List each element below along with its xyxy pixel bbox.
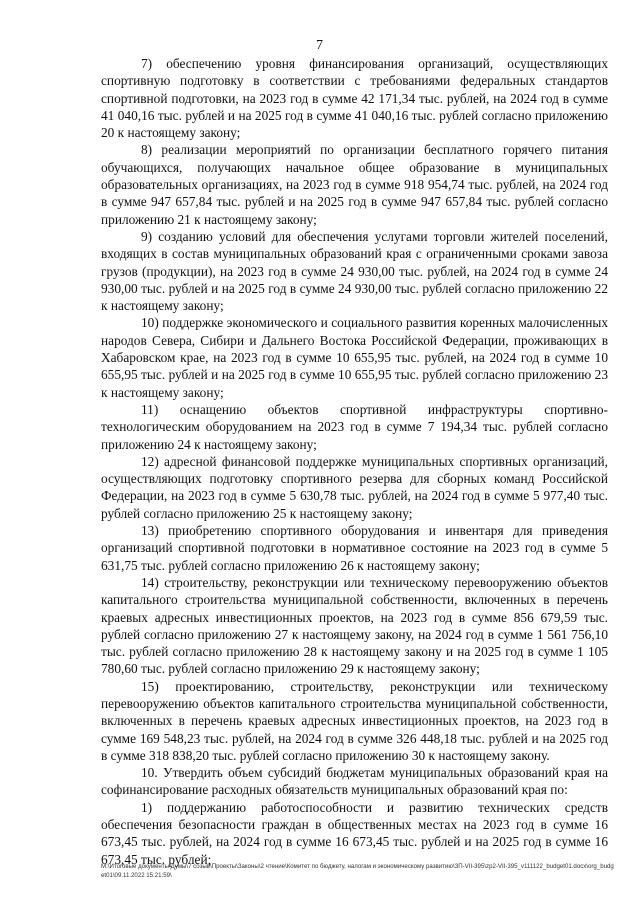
- paragraph-item-12: 12) адресной финансовой поддержке муниципальных спортивных организаций, осуществляющих подготовку спортивного резерва для сборных команд Российской Федерации, на 2023 год в сумме 5 630,78 тыс. рублей, на 2024 год в сумме 5 977,40 тыс. рублей согласно приложению 25 к настоящему закону;: [101, 453, 608, 521]
- paragraph-item-7: 7) обеспечению уровня финансирования организаций, осуществляющих спортивную подготовку в соответствии с требованиями федеральных стандартов спортивной подготовки, на 2023 год в сумме 42 171,34 тыс. рублей, на 2024 год в сумме 41 040,16 тыс. рублей и на 2025 год в сумме 41 040,16 тыс. рублей согласно приложению 20 к настоящему закону;: [101, 56, 608, 141]
- footer-file-path: M:\Итоговые документы Думы\7 созыв\Проекты\Законы\2 чтение\Комитет по бюджету, налогам и экономическому развитию\ЗП-VII-395\zp2-VII-395_v111122_budget01.docx\org_budget01\09.11.2022 15:21:59\: [101, 863, 614, 879]
- paragraph-item-13: 13) приобретению спортивного оборудования и инвентаря для приведения организаций спортивной подготовки в нормативное состояние на 2023 год в сумме 5 631,75 тыс. рублей согласно приложению 26 к настоящему закону;: [101, 523, 608, 573]
- paragraph-item-8: 8) реализации мероприятий по организации бесплатного горячего питания обучающихся, получающих начальное общее образование в муниципальных образовательных организациях, на 2023 год в сумме 918 954,74 тыс. рублей, на 2024 год в сумме 947 657,84 тыс. рублей и на 2025 год в сумме 947 657,84 тыс. рублей согласно приложению 21 к настоящему закону;: [101, 142, 608, 227]
- paragraph-item-14: 14) строительству, реконструкции или техническому перевооружению объектов капитального строительства муниципальной собственности, включенных в перечень краевых адресных инвестиционных проектов, на 2023 год в сумме 856 679,59 тыс. рублей согласно приложению 27 к настоящему закону, на 2024 год в сумме 1 561 756,10 тыс. рублей согласно приложению 28 к настоящему закону и на 2025 год в сумме 1 105 780,60 тыс. рублей согласно приложению 29 к настоящему закону;: [101, 574, 608, 677]
- paragraph-item-9: 9) созданию условий для обеспечения услугами торговли жителей поселений, входящих в состав муниципальных образований края с ограниченными сроками завоза грузов (продукции), на 2023 год в сумме 24 930,00 тыс. рублей, на 2024 год в сумме 24 930,00 тыс. рублей и на 2025 год в сумме 24 930,00 тыс. рублей согласно приложению 22 к настоящему закону;: [101, 228, 608, 314]
- paragraph-section-10-item-1: 1) поддержанию работоспособности и развитию технических средств обеспечения безопасности граждан в общественных местах на 2023 год в сумме 16 673,45 тыс. рублей, на 2024 год в сумме 16 673,45 тыс. рублей и на 2025 год в сумме 16 673,45 тыс. рублей;: [101, 799, 608, 867]
- paragraph-item-15: 15) проектированию, строительству, реконструкции или техническому перевооружению объектов капитального строительства муниципальной собственности, включенных в перечень краевых адресных инвестиционных проектов, на 2023 год в сумме 169 548,23 тыс. рублей, на 2024 год в сумме 326 448,18 тыс. рублей и на 2025 год в сумме 318 838,20 тыс. рублей согласно приложению 30 к настоящему закону.: [101, 678, 608, 763]
- paragraph-item-11: 11) оснащению объектов спортивной инфраструктуры спортивно-технологическим оборудованием на 2023 год в сумме 7 194,34 тыс. рублей согласно приложению 24 к настоящему закону;: [101, 401, 608, 452]
- paragraph-section-10: 10. Утвердить объем субсидий бюджетам муниципальных образований края на софинансирование расходных обязательств муниципальных образований края по:: [101, 765, 608, 798]
- page-number: 7: [316, 38, 323, 53]
- document-body: [101, 55, 608, 868]
- paragraph-item-10: 10) поддержке экономического и социального развития коренных малочисленных народов Севера, Сибири и Дальнего Востока Российской Федерации, проживающих в Хабаровском крае, на 2023 год в сумме 10 655,95 тыс. рублей, на 2024 год в сумме 10 655,95 тыс. рублей и на 2025 год в сумме 10 655,95 тыс. рублей согласно приложению 23 к настоящему закону;: [101, 315, 608, 400]
